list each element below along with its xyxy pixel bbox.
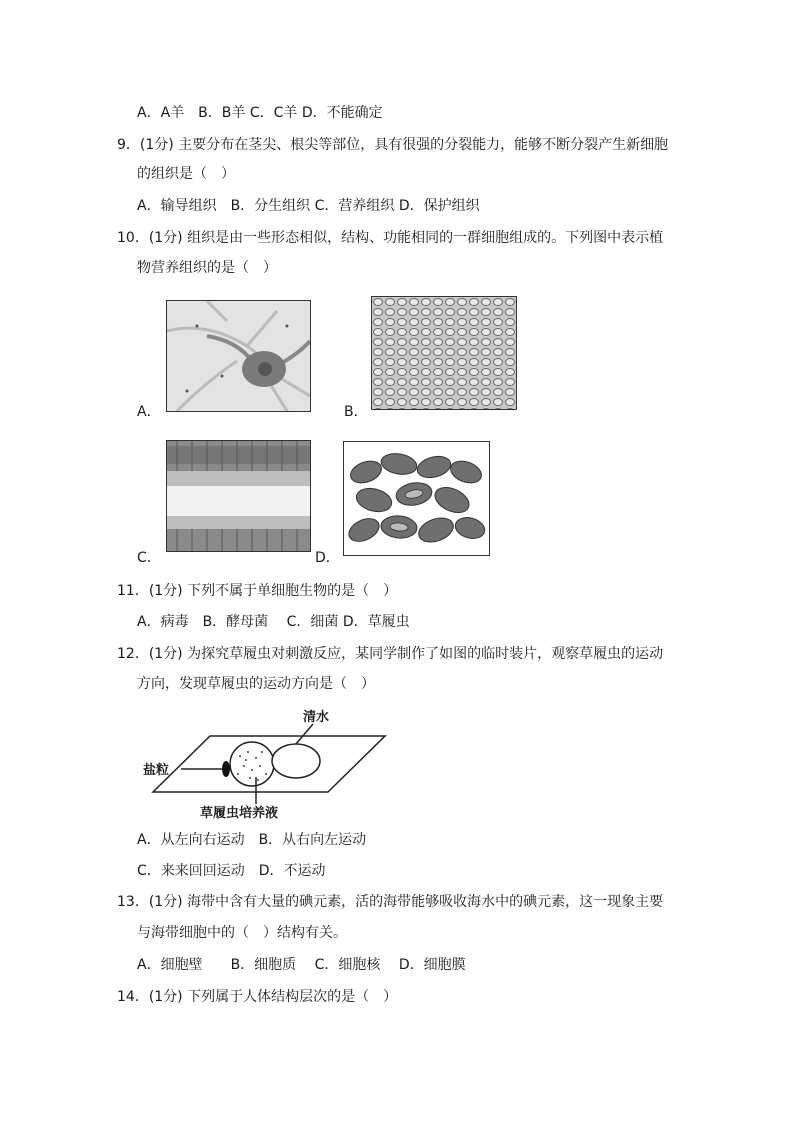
q10-stem-line1: 10．(1分) 组织是由一些形态相似，结构、功能相同的一群细胞组成的。下列图中表示植 [117,230,664,246]
q12-slide-diagram [140,704,400,822]
q9-options: A．输导组织 B．分生组织 C．营养组织 D．保护组织 [137,198,480,214]
q13-options: A．细胞壁 B．细胞质 C．细胞核 D．细胞膜 [137,957,466,973]
q10-stem-line2: 物营养组织的是（ ） [137,260,277,276]
figure-a-neuron [166,300,311,412]
q9-stem-line1: 9．(1分) 主要分布在茎尖、根尖等部位，具有很强的分裂能力，能够不断分裂产生新细胞 [117,137,669,153]
figure-b-label: B． [344,404,368,420]
q12-options-line1: A．从左向右运动 B．从右向左运动 [137,832,367,848]
q12-options-line2: C．来来回回运动 D．不运动 [137,863,326,879]
figure-c-tissue [166,440,311,552]
q14-stem: 14．(1分) 下列属于人体结构层次的是（ ） [117,989,398,1005]
figure-d-tissue [343,441,490,556]
q13-stem-line1: 13．(1分) 海带中含有大量的碘元素，活的海带能够吸收海水中的碘元素，这一现象主要 [117,894,664,910]
q11-stem: 11．(1分) 下列不属于单细胞生物的是（ ） [117,583,398,599]
q12-stem-line1: 12．(1分) 为探究草履虫对刺激反应，某同学制作了如图的临时装片，观察草履虫的运动 [117,646,664,662]
figure-b-tissue [371,296,517,410]
q12-label-culture: 草履虫培养液 [200,806,279,821]
q12-label-salt: 盐粒 [143,763,170,778]
q12-label-water: 清水 [303,710,330,725]
q13-stem-line2: 与海带细胞中的（ ）结构有关。 [137,925,347,941]
figure-a-label: A． [137,404,161,420]
figure-c-label: C． [137,550,161,566]
q12-stem-line2: 方向，发现草履虫的运动方向是（ ） [137,676,375,692]
q8-options: A．A羊 B．B羊 C．C羊 D．不能确定 [137,105,383,121]
figure-d-label: D． [315,550,340,566]
q9-stem-line2: 的组织是（ ） [137,166,235,182]
q11-options: A．病毒 B．酵母菌 C．细菌 D．草履虫 [137,614,410,630]
